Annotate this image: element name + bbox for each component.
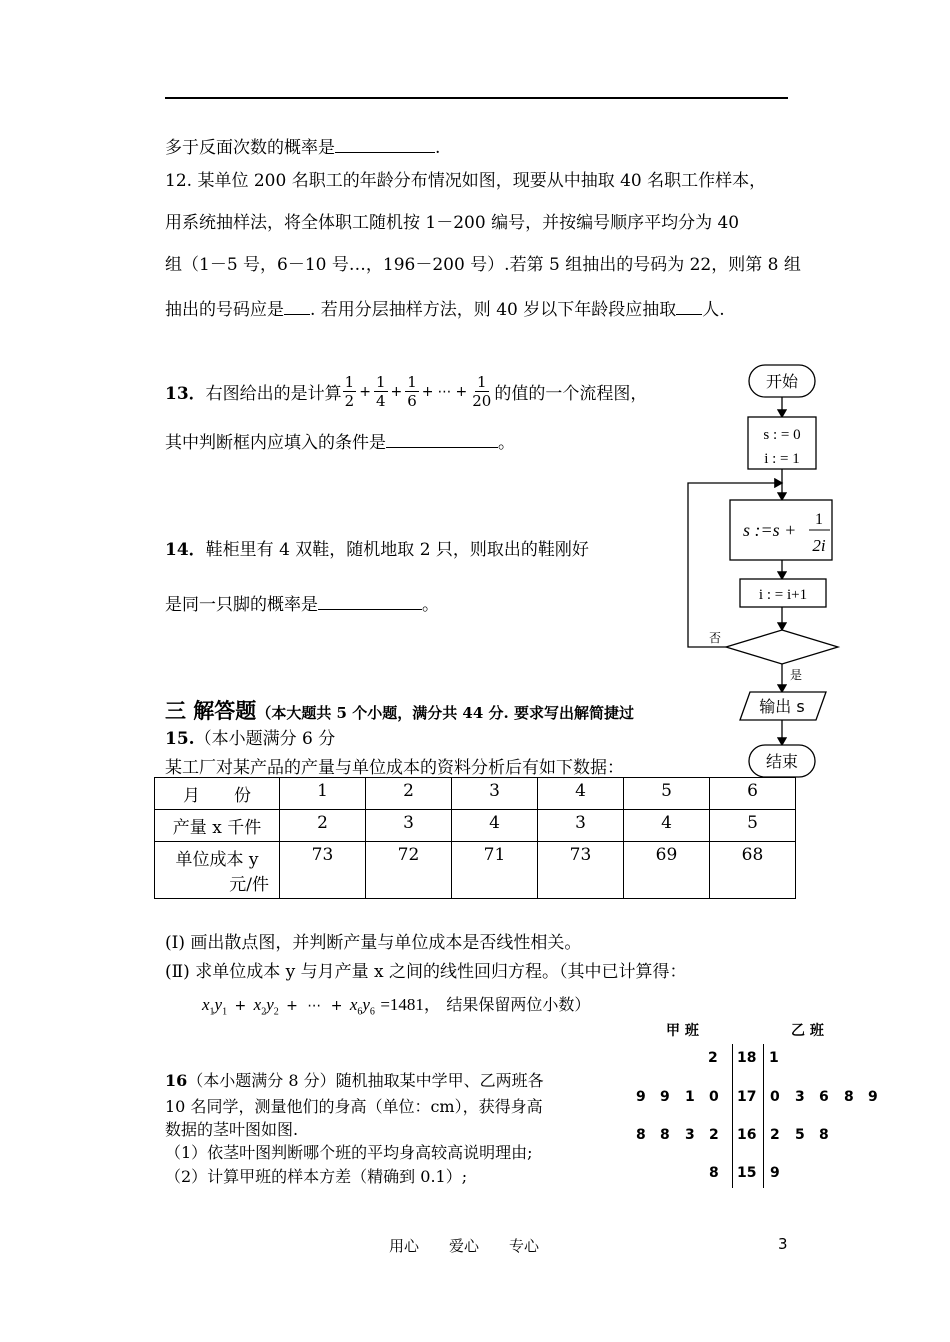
- leaf: 8: [660, 1127, 670, 1143]
- leaf: 2: [708, 1050, 718, 1066]
- answer-blank: [335, 152, 435, 153]
- answer-blank: [318, 609, 422, 610]
- flowchart: [680, 360, 850, 790]
- q12-line2: 用系统抽样法，将全体职工随机按 1－200 编号，并按编号顺序平均分为 40: [165, 213, 740, 233]
- answer-blank: [676, 314, 702, 315]
- leaf: 0: [709, 1089, 719, 1105]
- leaf: 3: [685, 1127, 695, 1143]
- q12-line4: 抽出的号码应是 . 若用分层抽样方法，则 40 岁以下年龄段应抽取 人.: [165, 300, 725, 320]
- leaf: 8: [819, 1127, 829, 1143]
- page-number: 3: [778, 1235, 788, 1253]
- q14-line1: 14．鞋柜里有 4 双鞋，随机地取 2 只，则取出的鞋刚好: [165, 540, 589, 560]
- leaf: 2: [709, 1127, 719, 1143]
- q15-formula: $x_1y_1 + x_2y_2$ + ⋯ + $x_6y_6 =1481$， 结果保留两位小数）: [202, 995, 591, 1018]
- start-label: 开始: [765, 372, 799, 391]
- q16-line4: （1）依茎叶图判断哪个班的平均身高较高说明理由;: [165, 1143, 533, 1162]
- q12-line3: 组（1－5 号，6－10 号…，196－200 号）.若第 5 组抽出的号码为 22，则第 8 组: [165, 255, 801, 275]
- increment-label: i : = i+1: [758, 587, 808, 603]
- stem: 17: [737, 1089, 757, 1105]
- leaf: 1: [769, 1050, 779, 1066]
- right-class-title: 乙 班: [791, 1023, 824, 1039]
- init-i: i : = 1: [764, 451, 800, 467]
- update-den: 2i: [812, 536, 826, 555]
- answer-blank: [284, 314, 310, 315]
- q15-part2: (Ⅱ) 求单位成本 y 与月产量 x 之间的线性回归方程。（其中已计算得：: [165, 962, 687, 982]
- update-lhs: s :=s +: [743, 520, 797, 540]
- data-table: [154, 777, 796, 899]
- q16-line2: 10 名同学，测量他们的身高（单位：cm），获得身高: [165, 1097, 543, 1116]
- q14-line2: 是同一只脚的概率是 。: [165, 595, 439, 615]
- leaf: 8: [709, 1165, 719, 1181]
- leaf: 6: [819, 1089, 829, 1105]
- leaf: 9: [636, 1089, 646, 1105]
- leaf: 9: [660, 1089, 670, 1105]
- fraction: $\frac{1}{20}$: [472, 373, 492, 410]
- output-label: 输出 s: [759, 697, 805, 716]
- update-num: 1: [815, 511, 823, 528]
- leaf: 0: [770, 1089, 780, 1105]
- table-row: 月 份 1 2 3 4 5 6: [155, 778, 796, 810]
- stem-divider-left: [732, 1044, 733, 1188]
- leaf: 1: [685, 1089, 695, 1105]
- fraction: $\frac{1}{4}$: [375, 373, 386, 410]
- leaf: 3: [795, 1089, 805, 1105]
- q15-intro: 某工厂对某产品的产量与单位成本的资料分析后有如下数据：: [165, 758, 624, 778]
- footer-motto: 用心 爱心 专心: [389, 1237, 540, 1255]
- q16-line5: （2）计算甲班的样本方差（精确到 0.1）;: [165, 1167, 468, 1186]
- leaf: 9: [868, 1089, 878, 1105]
- stem: 15: [737, 1165, 757, 1181]
- left-class-title: 甲 班: [666, 1023, 699, 1039]
- header-rule: [165, 97, 788, 99]
- answer-blank: [386, 447, 498, 448]
- end-label: 结束: [765, 752, 799, 771]
- q15-header: 15.（本小题满分 6 分: [165, 729, 336, 749]
- fraction: $\frac{1}{6}$: [407, 373, 417, 410]
- leaf: 5: [795, 1127, 805, 1143]
- q13-line1: 13． 右图给出的是计算 $\frac{1}{2}$ + $\frac{1}{4}$ + $\frac{1}{6}$ + ⋯ + $\frac{1}{20}$ 的值的一个流程图，: [165, 373, 648, 410]
- q15-part1: (Ⅰ) 画出散点图，并判断产量与单位成本是否线性相关。: [165, 933, 582, 953]
- init-s: s : = 0: [763, 427, 801, 443]
- stem: 18: [737, 1050, 757, 1066]
- section3-header: 三 解答题（本大题共 5 个小题，满分共 44 分. 要求写出解简捷过: [165, 699, 634, 723]
- yes-label: 是: [790, 668, 803, 682]
- q12-line1: 12. 某单位 200 名职工的年龄分布情况如图，现要从中抽取 40 名职工作样本，: [165, 171, 767, 191]
- fraction: $\frac{1}{2}$: [344, 373, 355, 410]
- leaf: 8: [844, 1089, 854, 1105]
- stem-divider-right: [763, 1044, 764, 1188]
- table-row: 产量 x 千件 2 3 4 3 4 5: [155, 810, 796, 842]
- leaf: 9: [770, 1165, 780, 1181]
- stem: 16: [737, 1127, 757, 1143]
- q16-line1: 16（本小题满分 8 分）随机抽取某中学甲、乙两班各: [165, 1071, 544, 1090]
- decision-diamond: [726, 630, 838, 664]
- leaf: 2: [770, 1127, 780, 1143]
- leaf: 8: [636, 1127, 646, 1143]
- no-label: 否: [709, 631, 722, 645]
- q13-line2: 其中判断框内应填入的条件是 。: [165, 433, 515, 453]
- q16-line3: 数据的茎叶图如图.: [165, 1120, 299, 1139]
- q11-tail: 多于反面次数的概率是 .: [165, 138, 441, 158]
- table-row: 单位成本 y 元/件 73 72 71 73 69 68: [155, 842, 796, 899]
